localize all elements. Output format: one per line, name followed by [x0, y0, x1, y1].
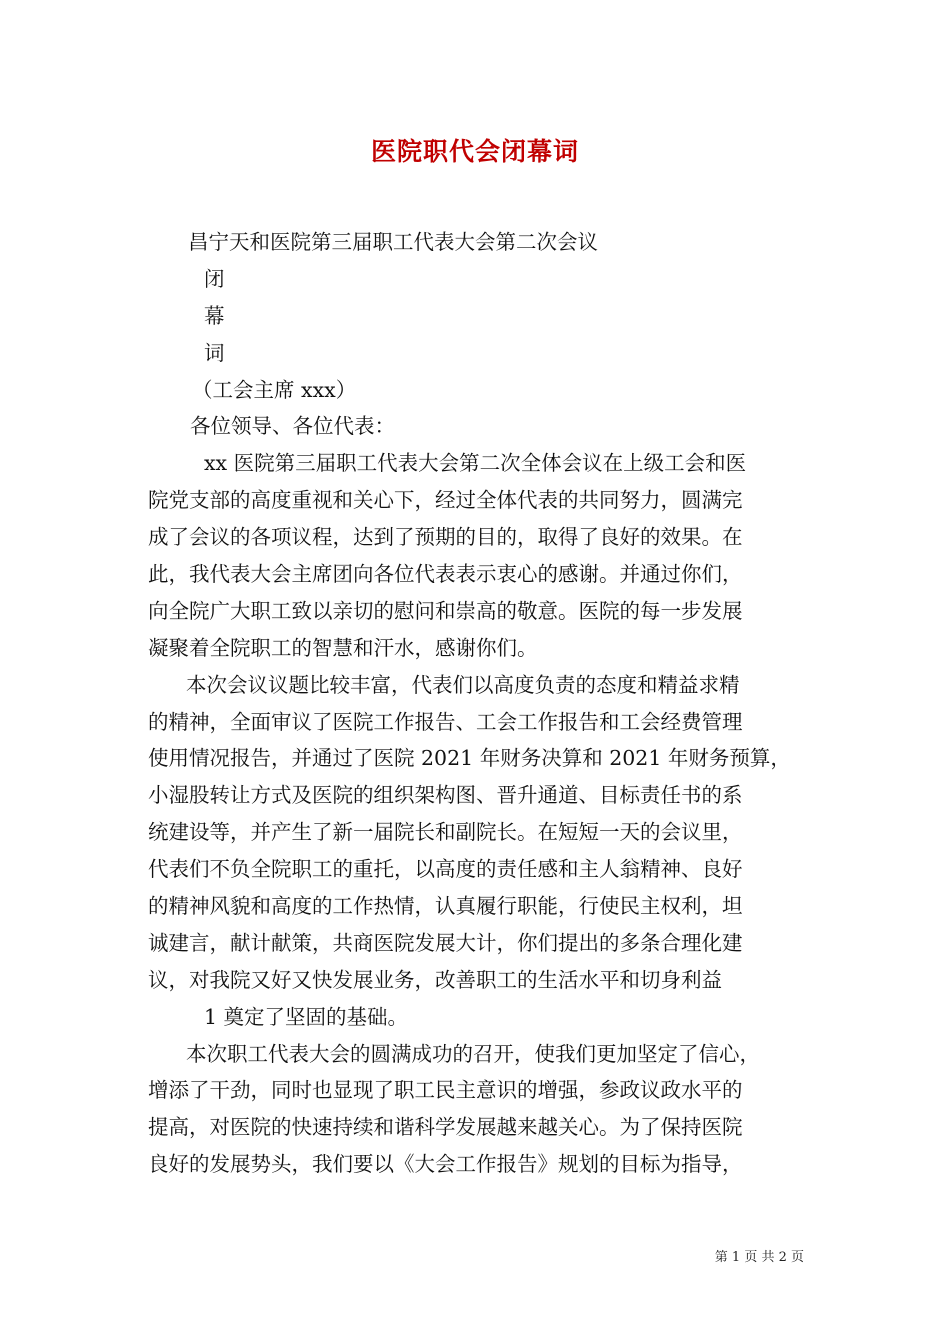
paragraph-line: 议，对我院又好又快发展业务，改善职工的生活水平和切身利益 [148, 967, 722, 992]
paragraph-line: 1 奠定了坚固的基础。 [204, 1004, 409, 1029]
paragraph-line: 小湿股转让方式及医院的组织架构图、晋升通道、目标责任书的系 [148, 783, 743, 808]
paragraph-line: 凝聚着全院职工的智慧和汗水，感谢你们。 [148, 635, 538, 660]
vertical-char-2: 幕 [204, 303, 225, 328]
paragraph-line: 增添了干劲，同时也显现了职工民主意识的增强，参政议政水平的 [148, 1078, 743, 1103]
paragraph-line: 此，我代表大会主席团向各位代表表示衷心的感谢。并通过你们， [148, 562, 743, 587]
paragraph-line: 的精神风貌和高度的工作热情，认真履行职能，行使民主权利，坦 [148, 894, 743, 919]
paragraph-line: xx 医院第三届职工代表大会第二次全体会议在上级工会和医 [204, 451, 747, 476]
greeting-line: 各位领导、各位代表： [190, 414, 395, 439]
meeting-heading: 昌宁天和医院第三届职工代表大会第二次会议 [188, 230, 598, 254]
paragraph-line: 良好的发展势头，我们要以《大会工作报告》规划的目标为指导， [148, 1152, 743, 1177]
paragraph-line: 统建设等，并产生了新一届院长和副院长。在短短一天的会议里， [148, 820, 743, 845]
document-body [148, 224, 818, 1183]
document-title: 医院职代会闭幕词 [370, 137, 579, 166]
paragraph-line: 本次职工代表大会的圆满成功的召开，使我们更加坚定了信心， [186, 1041, 760, 1066]
vertical-char-3: 词 [204, 340, 225, 365]
paragraph-2 [148, 667, 818, 1036]
page-indicator: 第 1 页 共 2 页 [714, 1250, 804, 1265]
paragraph-line: 诚建言，献计献策，共商医院发展大计，你们提出的多条合理化建 [148, 930, 743, 955]
paragraph-line: 提高，对医院的快速持续和谐科学发展越来越关心。为了保持医院 [148, 1115, 743, 1140]
paragraph-1 [148, 445, 818, 666]
paragraph-line: 院党支部的高度重视和关心下，经过全体代表的共同努力，圆满完 [148, 488, 743, 513]
speaker-line: （工会主席 xxx） [192, 377, 357, 402]
vertical-char-1: 闭 [204, 266, 225, 291]
paragraph-line: 向全院广大职工致以亲切的慰问和崇高的敬意。医院的每一步发展 [148, 598, 743, 623]
paragraph-line: 的精神，全面审议了医院工作报告、工会工作报告和工会经费管理 [148, 709, 743, 734]
paragraph-line: 成了会议的各项议程，达到了预期的目的，取得了良好的效果。在 [148, 525, 743, 550]
paragraph-3 [148, 1036, 818, 1184]
paragraph-line: 使用情况报告，并通过了医院 2021 年财务决算和 2021 年财务预算， [148, 746, 791, 771]
paragraph-line: 代表们不负全院职工的重托，以高度的责任感和主人翁精神、良好 [148, 857, 743, 882]
paragraph-line: 本次会议议题比较丰富，代表们以高度负责的态度和精益求精 [186, 672, 740, 697]
